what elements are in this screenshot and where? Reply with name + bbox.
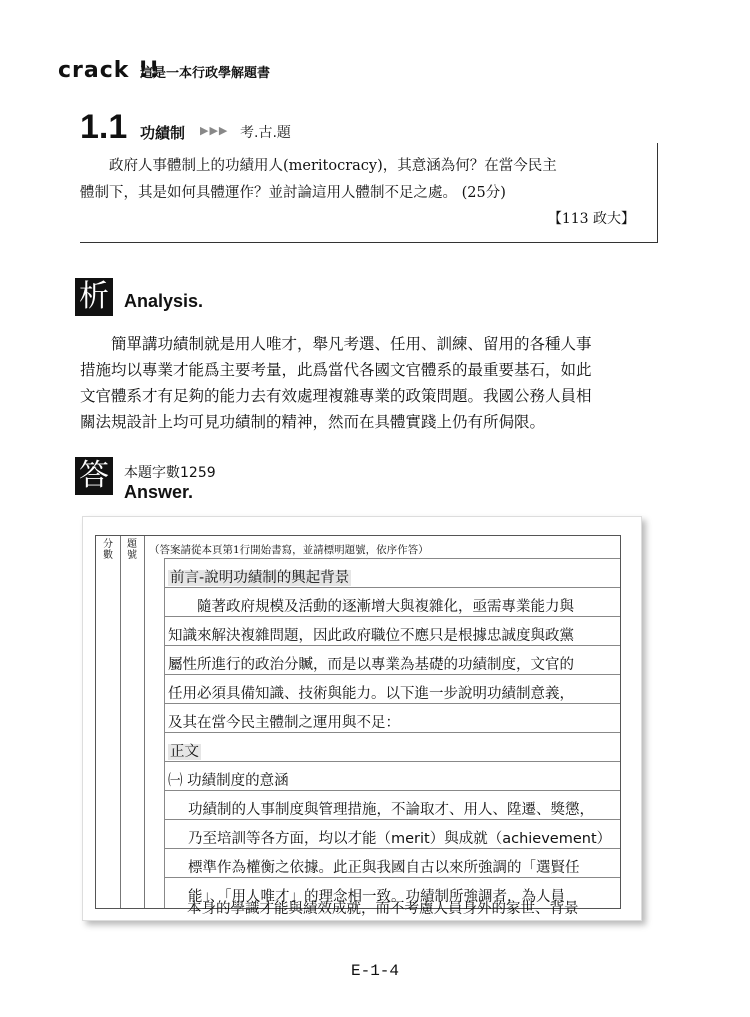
question-line: 體制下，其是如何具體運作？並討論這用人體制不足之處。 (25分): [80, 185, 506, 201]
answer-sheet-grid: [95, 535, 621, 909]
row-divider: [164, 703, 620, 704]
row-divider: [164, 877, 620, 878]
page-number: E-1-4: [350, 962, 399, 980]
arrow-icon: ▶▶▶: [200, 124, 229, 137]
section-title: 功績制: [140, 124, 186, 142]
analysis-line: 簡單講功績制就是用人唯才，舉凡考選、任用、訓練、留用的各種人事: [80, 335, 592, 353]
row-divider: [164, 674, 620, 675]
analysis-line: 文官體系才有足夠的能力去有效處理複雜專業的政策問題。我國公務人員相: [80, 387, 592, 405]
question-line: 政府人事體制上的功績用人(meritocracy)，其意涵為何？在當今民主: [80, 158, 557, 174]
book-subtitle: 這是一本行政學解題書: [140, 66, 271, 81]
sheet-instruction: （答案請從本頁第1行開始書寫，並請標明題號，依序作答）: [149, 544, 429, 556]
row-divider: [164, 587, 620, 588]
analysis-line: 關法規設計上均可見功績制的精神，然而在具體實踐上仍有所侷限。: [80, 413, 546, 431]
analysis-badge: 析: [75, 278, 113, 316]
answer-line: 乃至培訓等各方面，均以才能（merit）與成就（achievement）: [188, 831, 612, 847]
question-box: [80, 143, 658, 243]
section-tag: 考.古.題: [240, 125, 291, 141]
analysis-line: 措施均以專業才能爲主要考量，此爲當代各國文官體系的最重要基石，如此: [80, 361, 592, 379]
question-number-column: [120, 536, 145, 908]
answer-line: 能」、「用人唯才」的理念相一致。功績制所強調者，為人員: [188, 889, 565, 905]
answer-title: Answer.: [124, 482, 194, 502]
section-heading-body: 正文: [170, 744, 199, 760]
score-column: [96, 536, 121, 908]
row-divider: [164, 761, 620, 762]
answer-line: 本身的學識才能與績效成就，而不考慮人員身外的家世、背景: [187, 901, 579, 917]
row-divider: [164, 732, 620, 733]
answer-line: 功績制的人事制度與管理措施，不論取才、用人、陞遷、獎懲，: [188, 802, 594, 818]
question-source: 【113 政大】: [547, 211, 635, 227]
answer-line: 隨著政府規模及活動的逐漸增大與複雜化，亟需專業能力與: [168, 599, 574, 615]
answer-line: 及其在當今民主體制之運用與不足：: [168, 715, 400, 731]
answer-sheet: [82, 516, 642, 921]
row-divider: [164, 790, 620, 791]
answer-line: 知識來解決複雜問題，因此政府職位不應只是根據忠誠度與政黨: [168, 628, 574, 644]
answer-line: 屬性所進行的政治分贓，而是以專業為基礎的功績制度，文官的: [168, 657, 574, 673]
margin-line: [164, 558, 165, 908]
row-divider: [164, 848, 620, 849]
row-divider: [164, 645, 620, 646]
row-divider: [164, 616, 620, 617]
brand-logo: crack !!: [58, 58, 161, 83]
word-count: 本題字數1259: [124, 465, 216, 481]
question-number-column-header: 題 號: [127, 539, 137, 561]
row-divider: [164, 819, 620, 820]
answer-badge: 答: [75, 457, 113, 495]
answer-subheading: ㈠ 功績制度的意涵: [168, 773, 289, 789]
answer-line: 標準作為權衡之依據。此正與我國自古以來所強調的「選賢任: [188, 860, 580, 876]
row-divider: [164, 558, 620, 559]
analysis-title: Analysis.: [124, 291, 204, 311]
score-column-header: 分 數: [103, 539, 113, 561]
answer-line: 任用必須具備知識、技術與能力。以下進一步說明功績制意義，: [168, 686, 574, 702]
section-number: 1.1: [80, 108, 128, 146]
section-heading-intro: 前言-說明功績制的興起背景: [170, 570, 350, 586]
